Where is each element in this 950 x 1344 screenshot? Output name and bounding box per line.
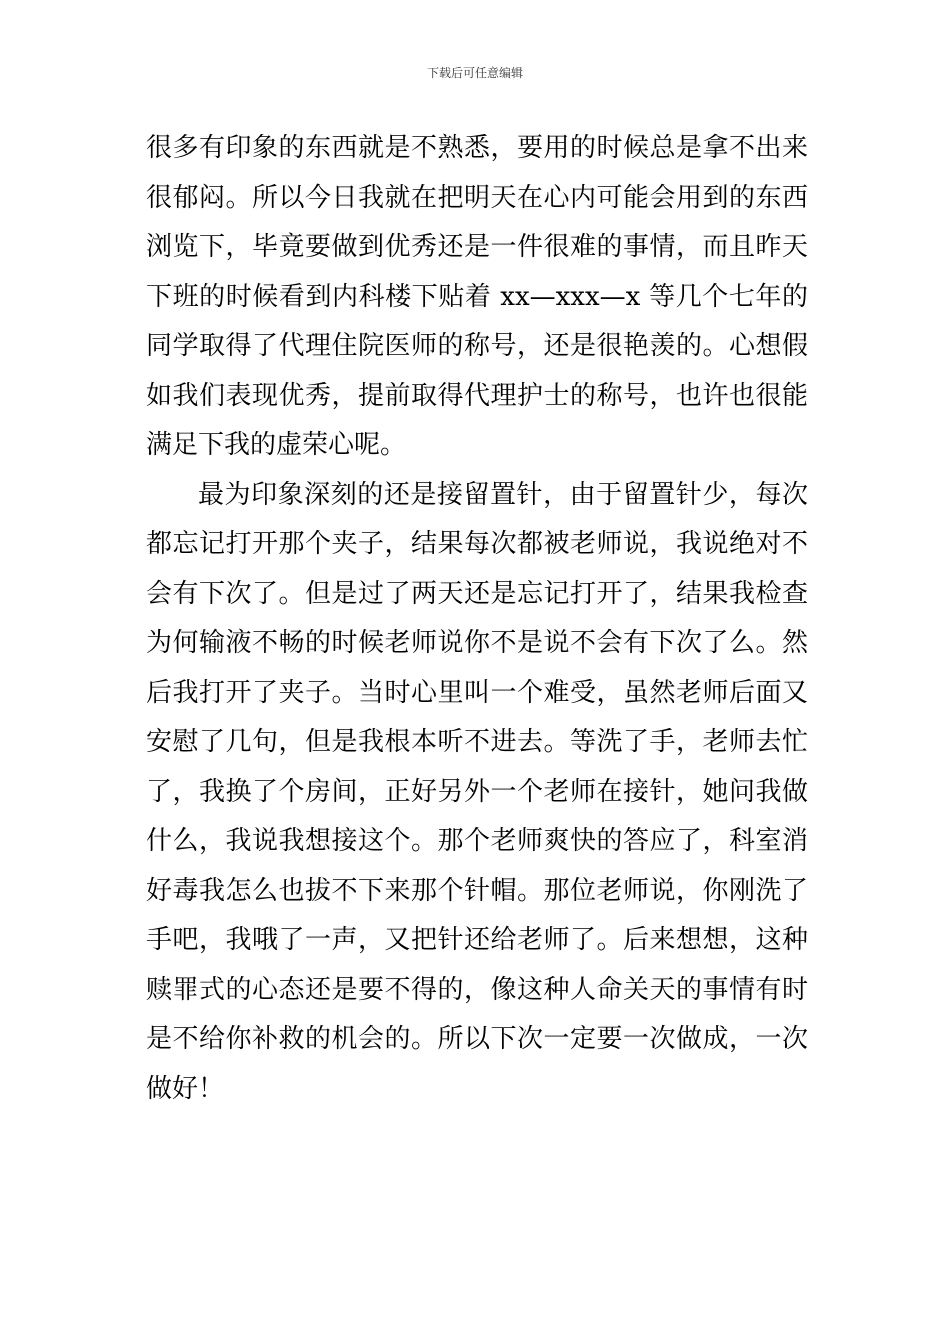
paragraph-1: 很多有印象的东西就是不熟悉，要用的时候总是拿不出来很郁闷。所以今日我就在把明天在心内可能会用到的东西浏览下，毕竟要做到优秀还是一件很难的事情，而且昨天下班的时候看到内科楼下贴着 xx—xxx—x 等几个七年的同学取得了代理住院医师的称号，还是很艳羡的。心想假如我们表现优秀，提前取得代理护士的称号，也许也很能满足下我的虚荣心呢。	[146, 133, 808, 460]
page-header: 下载后可任意编辑	[426, 66, 523, 80]
paragraph-2: 最为印象深刻的还是接留置针，由于留置针少，每次都忘记打开那个夹子，结果每次都被老师说，我说绝对不会有下次了。但是过了两天还是忘记打开了，结果我检查为何输液不畅的时候老师说你不是说不会有下次了么。然后我打开了夹子。当时心里叫一个难受，虽然老师后面又安慰了几句，但是我根本听不进去。等洗了手，老师去忙了，我换了个房间，正好另外一个老师在接针，她问我做什么，我说我想接这个。那个老师爽快的答应了，科室消好毒我怎么也拔不下来那个针帽。那位老师说，你刚洗了手吧，我哦了一声，又把针还给老师了。后来想想，这种赎罪式的心态还是要不得的，像这种人命关天的事情有时是不给你补救的机会的。所以下次一定要一次做成，一次做好！	[146, 479, 808, 1104]
document-body	[146, 124, 808, 1114]
